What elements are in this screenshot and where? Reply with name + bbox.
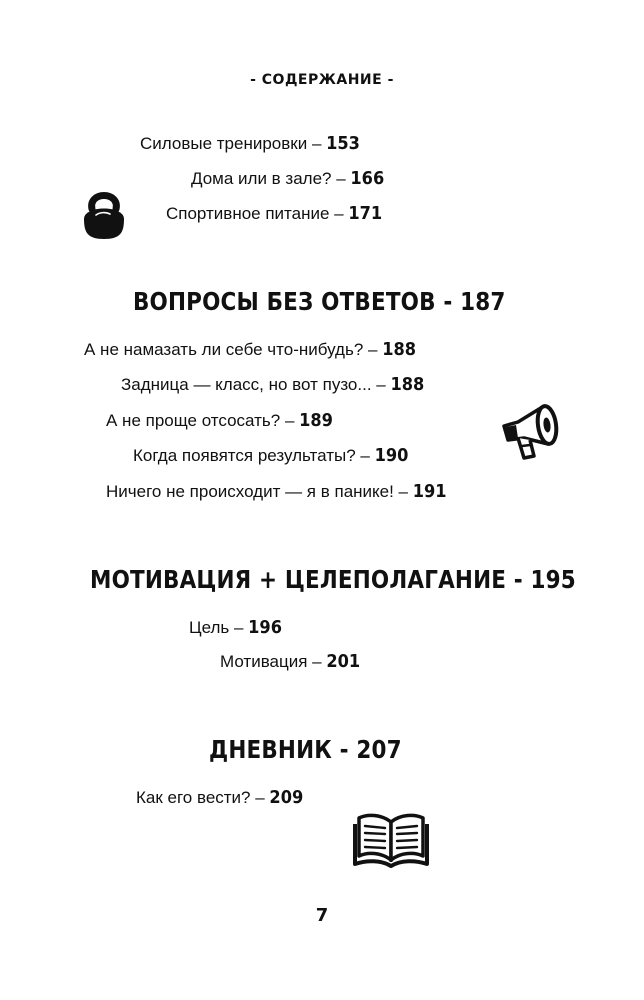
toc-entry-page: 188 bbox=[382, 339, 416, 360]
toc-entry bbox=[189, 618, 282, 638]
toc-entry-page: 196 bbox=[248, 617, 282, 638]
toc-entry bbox=[133, 446, 408, 466]
toc-entry-title: Как его вести? – bbox=[136, 788, 270, 807]
toc-entry-page: 201 bbox=[326, 651, 361, 672]
toc-entry-title: Цель – bbox=[189, 618, 249, 637]
toc-entry bbox=[106, 411, 333, 431]
toc-entry bbox=[140, 134, 360, 154]
toc-entry bbox=[106, 482, 447, 502]
toc-entry bbox=[121, 375, 424, 395]
toc-entry-page: 191 bbox=[412, 481, 447, 502]
section-heading: МОТИВАЦИЯ + ЦЕЛЕПОЛАГАНИЕ - 195 bbox=[90, 565, 576, 594]
toc-entry-page: 166 bbox=[350, 168, 385, 189]
toc-entry-page: 190 bbox=[374, 445, 409, 466]
toc-entry bbox=[220, 652, 360, 672]
toc-entry bbox=[84, 340, 416, 360]
section-heading: ВОПРОСЫ БЕЗ ОТВЕТОВ - 187 bbox=[133, 287, 506, 316]
section-heading: ДНЕВНИК - 207 bbox=[209, 735, 402, 764]
toc-entry-page: 189 bbox=[299, 410, 333, 431]
toc-entry-title: Задница — класс, но вот пузо... – bbox=[121, 375, 391, 394]
toc-entry-page: 209 bbox=[269, 787, 304, 808]
toc-entry-title: Ничего не происходит — я в панике! – bbox=[106, 482, 413, 501]
megaphone-icon bbox=[500, 400, 566, 464]
toc-entry bbox=[136, 788, 303, 808]
toc-entry-title: Мотивация – bbox=[220, 652, 327, 671]
running-head: - СОДЕРЖАНИЕ - bbox=[250, 72, 394, 88]
toc-entry-page: 153 bbox=[326, 133, 360, 154]
toc-entry-page: 171 bbox=[348, 203, 383, 224]
toc-entry bbox=[166, 204, 382, 224]
toc-entry-title: А не намазать ли себе что-нибудь? – bbox=[84, 340, 383, 359]
toc-entry-title: Когда появятся результаты? – bbox=[133, 446, 375, 465]
toc-entry-title: Спортивное питание – bbox=[166, 204, 349, 223]
toc-entry-title: А не проще отсосать? – bbox=[106, 411, 300, 430]
toc-entry-title: Дома или в зале? – bbox=[191, 169, 351, 188]
kettlebell-icon bbox=[76, 183, 132, 243]
open-book-icon bbox=[353, 810, 429, 872]
page-number: 7 bbox=[315, 905, 329, 926]
toc-entry-title: Силовые тренировки – bbox=[140, 134, 327, 153]
toc-entry bbox=[191, 169, 384, 189]
toc-entry-page: 188 bbox=[390, 374, 425, 395]
